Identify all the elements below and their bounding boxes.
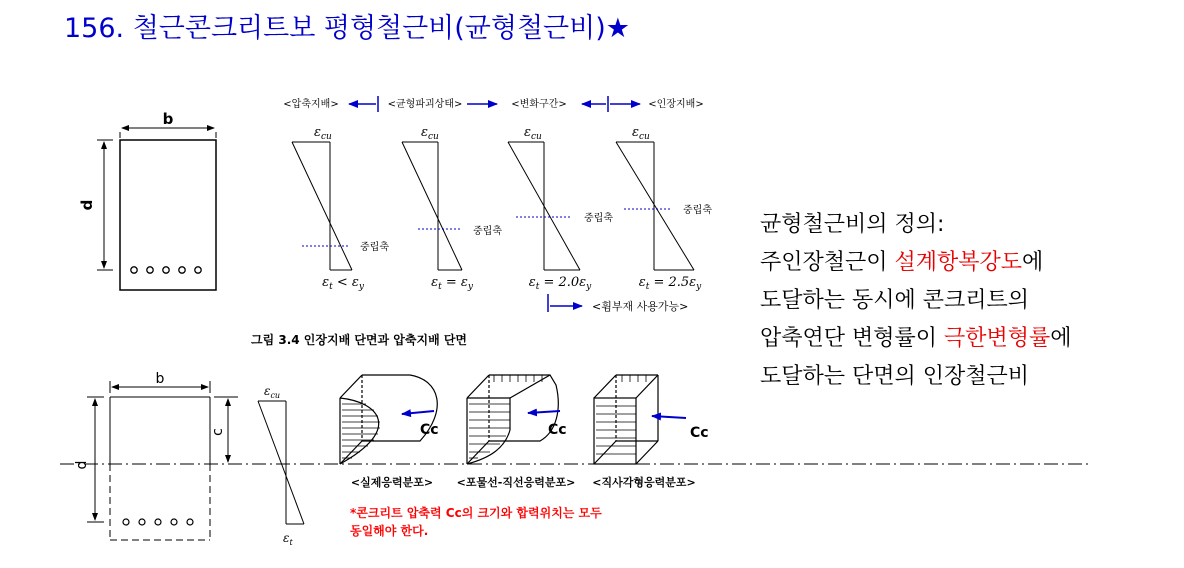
strain-diagram-3 (508, 125, 613, 292)
strain-diagram-1 (292, 125, 389, 292)
distribution-label-actual: <실제응력분포> (350, 476, 434, 489)
bottom-dim-c: c (210, 428, 226, 436)
stress-block-rectangular (594, 375, 709, 464)
zone-balanced: <균형파괴상태> (387, 99, 463, 110)
definition-block (760, 206, 1072, 396)
definition-text: 에 (1050, 326, 1072, 351)
force-label-1: Cc (420, 422, 439, 438)
distribution-label-parabolic: <포물선-직선응력분포> (456, 476, 576, 489)
top-dim-b: b (162, 110, 174, 128)
emphasis-design-yield-strength: 설계항복강도 (894, 250, 1023, 275)
zone-compression: <압축지배> (283, 99, 339, 110)
bottom-label-1: $\varepsilon_t < \varepsilon_y$ (322, 275, 364, 292)
definition-line-5: 도달하는 단면의 인장철근비 (760, 364, 1030, 389)
neutral-axis-label-1: 중립축 (360, 242, 389, 253)
bottom-strain-top: $\varepsilon_{cu}$ (264, 384, 281, 400)
definition-text: 압축연단 변형률이 (760, 326, 945, 351)
definition-text: 에 (1022, 250, 1044, 275)
stress-block-parabolic (467, 375, 567, 464)
definition-line-3: 도달하는 동시에 콘크리트의 (760, 288, 1030, 313)
definition-line-1: 균형철근비의 정의: (760, 212, 945, 237)
bottom-strain-diagram (258, 384, 304, 547)
strain-top-label-3: $\varepsilon_{cu}$ (524, 125, 542, 142)
bottom-strain-bottom: $\varepsilon_t$ (283, 531, 293, 547)
strain-diagram-4 (616, 125, 712, 292)
emphasis-ultimate-strain: 극한변형률 (944, 326, 1051, 351)
strain-diagram-2 (402, 125, 502, 292)
definition-line-4 (760, 320, 1072, 358)
bottom-label-3: $\varepsilon_t = 2.0\varepsilon_y$ (528, 275, 592, 292)
figure-caption: 그림 3.4 인장지배 단면과 압축지배 단면 (251, 333, 468, 347)
bottom-rebar-row (123, 519, 193, 525)
equivalence-note-1: *콘크리트 압축력 Cc의 크기와 합력위치는 모두 (350, 506, 602, 520)
flexural-member-note-text: <휨부재 사용가능> (592, 300, 689, 313)
definition-text: 주인장철근이 (760, 250, 895, 275)
neutral-axis-label-4: 중립축 (683, 205, 712, 216)
neutral-axis-label-2: 중립축 (473, 226, 502, 237)
bottom-dim-b: b (155, 371, 165, 387)
zone-transition: <변화구간> (511, 99, 567, 110)
zone-tension: <인장지배> (648, 99, 704, 110)
bottom-label-2: $\varepsilon_t = \varepsilon_y$ (431, 275, 473, 292)
distribution-label-rectangular: <직사각형응력분포> (592, 476, 696, 489)
stress-block-actual (340, 375, 439, 464)
equivalence-note-2: 동일해야 한다. (350, 524, 429, 538)
rebar-row (131, 267, 201, 273)
zone-header (283, 96, 703, 112)
force-label-3: Cc (690, 425, 709, 441)
page-title: 156. 철근콘크리트보 평형철근비(균형철근비)★ (64, 13, 630, 44)
neutral-axis-label-3: 중립축 (584, 213, 613, 224)
definition-line-2 (760, 244, 1072, 282)
strain-top-label-2: $\varepsilon_{cu}$ (421, 125, 439, 142)
bottom-dim-d: d (74, 460, 90, 470)
bottom-label-4: $\varepsilon_t = 2.5\varepsilon_y$ (638, 275, 702, 292)
strain-top-label-4: $\varepsilon_{cu}$ (632, 125, 650, 142)
force-label-2: Cc (548, 422, 567, 438)
top-dim-d: d (78, 199, 96, 211)
strain-top-label-1: $\varepsilon_{cu}$ (314, 125, 332, 142)
flexural-member-note (548, 294, 688, 313)
top-beam-section (78, 110, 216, 290)
